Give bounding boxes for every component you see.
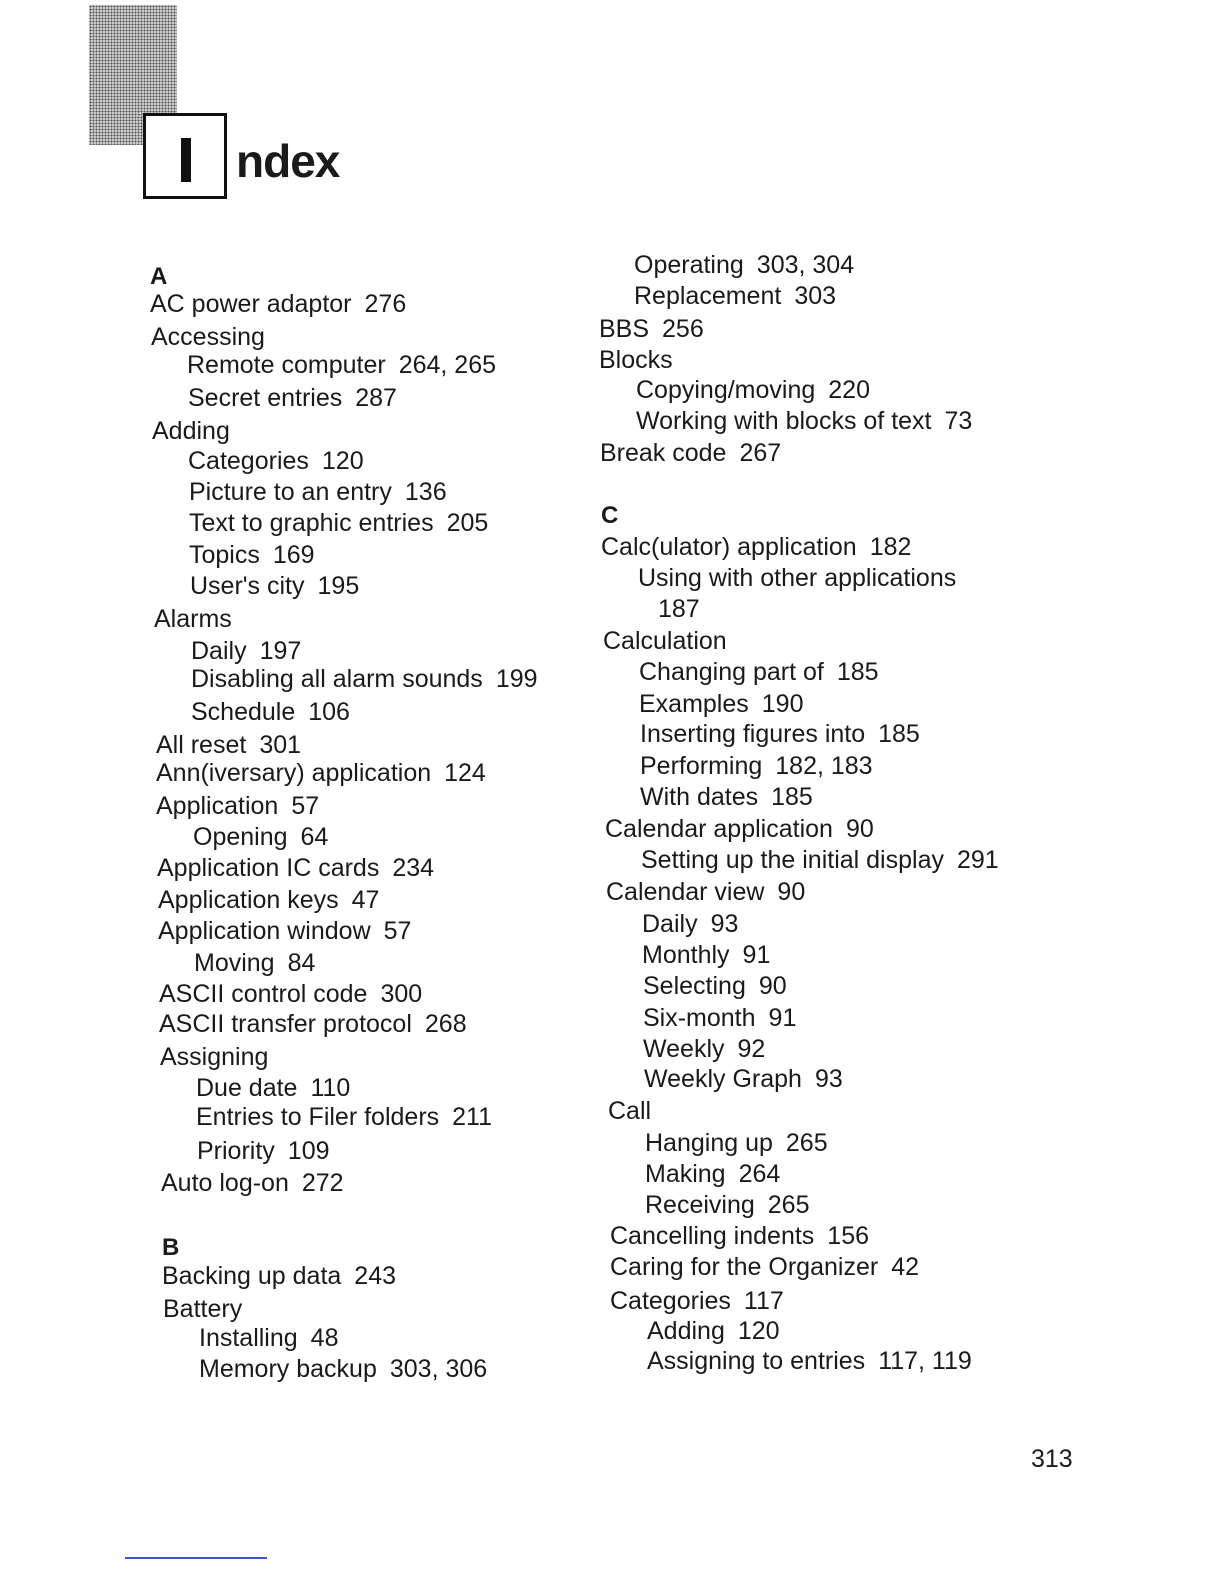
- index-page-refs: 267: [739, 439, 782, 467]
- index-term: Performing: [640, 752, 763, 780]
- index-page-refs: 211: [452, 1103, 492, 1131]
- index-entry: [611, 1346, 972, 1376]
- index-page-refs: 256: [662, 315, 704, 343]
- index-page-refs: 243: [354, 1262, 397, 1290]
- index-term: Ann(iversary) application: [156, 759, 432, 787]
- index-page-refs: 48: [310, 1324, 339, 1352]
- index-term: BBS: [599, 315, 650, 343]
- index-page-refs: 117: [743, 1287, 784, 1315]
- index-entry: [610, 1286, 784, 1316]
- index-entry: [609, 1190, 810, 1220]
- index-term: Call: [608, 1097, 652, 1125]
- index-term: Schedule: [191, 698, 296, 726]
- index-term: Receiving: [645, 1191, 755, 1219]
- index-term: Calculation: [603, 627, 727, 655]
- index-entry: [609, 1159, 780, 1189]
- index-page-refs: 90: [777, 878, 806, 906]
- index-entry: [603, 689, 803, 719]
- index-page-refs: 91: [742, 941, 771, 969]
- index-term: ASCII control code: [159, 980, 368, 1008]
- index-page-refs: 197: [259, 637, 302, 665]
- index-term: Adding: [647, 1317, 725, 1345]
- index-term: Battery: [163, 1295, 243, 1323]
- index-term: Application keys: [158, 886, 339, 914]
- index-page-refs: 276: [364, 290, 407, 318]
- index-entry: [610, 1252, 919, 1282]
- index-entry: [156, 791, 319, 821]
- index-term: Application IC cards: [157, 854, 380, 882]
- index-term: Alarms: [154, 605, 232, 633]
- index-entry: [610, 1221, 869, 1251]
- index-term: Secret entries: [188, 384, 343, 412]
- index-term: User's city: [190, 572, 305, 600]
- index-page-refs: 291: [956, 846, 999, 874]
- index-term: Remote computer: [187, 351, 386, 379]
- index-page-refs: 73: [944, 407, 973, 435]
- index-term: Blocks: [599, 346, 673, 374]
- index-page-refs: 272: [301, 1169, 344, 1197]
- index-entry: [599, 314, 704, 344]
- index-term: Backing up data: [162, 1262, 342, 1290]
- index-term: A: [150, 263, 168, 290]
- index-entry: [607, 1034, 765, 1064]
- index-entry: [154, 571, 359, 601]
- index-term: Break code: [600, 439, 727, 467]
- index-page-refs: 264, 265: [398, 351, 497, 379]
- index-term: B: [162, 1234, 180, 1261]
- index-page-refs: 90: [845, 815, 874, 843]
- index-page-refs: 47: [351, 886, 380, 914]
- index-term: Monthly: [642, 941, 730, 969]
- index-page-refs: 185: [878, 720, 920, 748]
- index-page-refs: 120: [321, 447, 364, 475]
- index-term: Auto log-on: [161, 1169, 289, 1197]
- index-section-letter: [150, 262, 167, 292]
- index-term: With dates: [640, 783, 759, 811]
- index-entry: [158, 885, 379, 915]
- index-term: C: [601, 502, 619, 529]
- index-entry: [152, 446, 364, 476]
- index-page-refs: 156: [827, 1222, 870, 1250]
- index-page-refs: 106: [308, 698, 350, 726]
- index-term: Changing part of: [639, 658, 824, 686]
- index-page-refs: 42: [891, 1253, 919, 1281]
- index-entry: [155, 697, 350, 727]
- index-term: Examples: [639, 690, 749, 718]
- index-page-refs: 265: [785, 1129, 828, 1157]
- page-title: ndex: [236, 135, 340, 187]
- index-term: Using with other applications: [638, 564, 957, 592]
- index-term: Picture to an entry: [189, 478, 392, 506]
- index-term: Weekly: [643, 1035, 725, 1063]
- index-entry: [151, 322, 265, 352]
- index-entry: [161, 1168, 344, 1198]
- index-term: Selecting: [643, 972, 746, 1000]
- index-page-refs: 234: [392, 854, 435, 882]
- index-entry: [160, 1073, 350, 1103]
- index-term: ASCII transfer protocol: [159, 1010, 412, 1038]
- index-page-refs: 93: [710, 910, 739, 938]
- index-term: AC power adaptor: [150, 290, 352, 318]
- index-entry: [156, 730, 301, 760]
- index-entry: [152, 416, 230, 446]
- index-term: Priority: [197, 1137, 275, 1165]
- index-page-refs: 185: [836, 658, 879, 686]
- index-entry: [153, 477, 447, 507]
- index-page-refs: 182: [869, 533, 912, 561]
- index-entry: [605, 814, 874, 844]
- index-entry: [602, 563, 956, 593]
- index-page-refs: 199: [495, 665, 538, 693]
- index-term: Making: [645, 1160, 726, 1188]
- index-entry: [161, 1136, 330, 1166]
- index-page-refs: 91: [768, 1004, 797, 1032]
- index-page-refs: 303, 306: [389, 1355, 488, 1383]
- index-entry: [162, 1261, 396, 1291]
- index-entry: [600, 438, 781, 468]
- index-page-refs: 300: [380, 980, 423, 1008]
- index-page-refs: 57: [383, 917, 412, 945]
- index-page-refs: 64: [300, 823, 329, 851]
- index-entry: [160, 1042, 268, 1072]
- bottom-rule: [125, 1557, 267, 1559]
- index-page-refs: 57: [291, 792, 320, 820]
- index-entry: [157, 822, 328, 852]
- index-entry: [159, 1009, 467, 1039]
- index-entry: [607, 1003, 796, 1033]
- index-page-refs: 90: [758, 972, 787, 1000]
- index-page-refs: 93: [814, 1065, 843, 1093]
- page-number: 313: [1031, 1445, 1073, 1473]
- index-entry: [155, 664, 538, 694]
- index-entry: [601, 532, 911, 562]
- index-page-refs: 124: [444, 759, 486, 787]
- index-page-refs: 84: [287, 949, 316, 977]
- index-page-refs: 205: [446, 509, 489, 537]
- index-term: Entries to Filer folders: [196, 1103, 440, 1131]
- index-page-refs: 264: [738, 1160, 781, 1188]
- index-term: All reset: [156, 731, 247, 759]
- index-term: Hanging up: [645, 1129, 773, 1157]
- index-entry: [611, 1316, 780, 1346]
- index-page-refs: 169: [272, 541, 315, 569]
- index-term: Inserting figures into: [640, 720, 866, 748]
- index-entry: [152, 383, 397, 413]
- index-page-refs: 120: [737, 1317, 780, 1345]
- index-entry: [153, 540, 315, 570]
- index-entry: [159, 979, 422, 1009]
- index-term: Disabling all alarm sounds: [191, 665, 483, 693]
- index-entry: [606, 909, 738, 939]
- index-entry: [608, 1096, 651, 1126]
- index-term: Assigning to entries: [647, 1347, 866, 1375]
- index-term: Assigning: [160, 1043, 269, 1071]
- index-entry: [158, 948, 315, 978]
- index-page-refs: 109: [287, 1137, 330, 1165]
- index-page-refs: 190: [761, 690, 804, 718]
- index-entry: [157, 853, 434, 883]
- index-term: Daily: [642, 910, 698, 938]
- index-page-refs: 287: [355, 384, 397, 412]
- index-entry: [598, 281, 836, 311]
- index-term: Installing: [199, 1324, 298, 1352]
- index-term: Calendar view: [606, 878, 765, 906]
- index-term: Copying/moving: [636, 376, 816, 404]
- index-entry: [160, 1102, 492, 1132]
- index-entry: [158, 916, 411, 946]
- index-term: Adding: [152, 417, 230, 445]
- index-entry: [604, 751, 873, 781]
- index-entry: [602, 594, 700, 624]
- index-section-letter: [601, 501, 618, 531]
- index-term: Calc(ulator) application: [601, 533, 857, 561]
- index-page-refs: 265: [767, 1191, 810, 1219]
- index-page-refs: 303, 304: [756, 251, 855, 279]
- index-initial-box: [143, 113, 227, 199]
- index-term: Moving: [194, 949, 275, 977]
- index-entry: [603, 657, 879, 687]
- index-page-refs: 117, 119: [878, 1347, 972, 1375]
- index-page-refs: 92: [737, 1035, 766, 1063]
- index-entry: [163, 1354, 487, 1384]
- index-term: Opening: [193, 823, 288, 851]
- index-page-refs: 182, 183: [775, 752, 873, 780]
- index-entry: [609, 1128, 828, 1158]
- index-page-refs: 268: [424, 1010, 467, 1038]
- index-entry: [608, 1064, 843, 1094]
- index-section-letter: [162, 1233, 179, 1263]
- index-entry: [599, 345, 673, 375]
- index-entry: [607, 971, 787, 1001]
- index-entry: [600, 375, 870, 405]
- index-entry: [163, 1323, 338, 1353]
- index-page-refs: 301: [259, 731, 302, 759]
- index-term: Replacement: [634, 282, 782, 310]
- index-term: Operating: [634, 251, 744, 279]
- index-entry: [155, 636, 301, 666]
- index-entry: [606, 877, 805, 907]
- index-term: Application window: [158, 917, 371, 945]
- index-entry: [150, 289, 406, 319]
- index-term: Application: [156, 792, 279, 820]
- index-page-refs: 220: [828, 376, 870, 404]
- index-entry: [606, 940, 770, 970]
- index-entry: [153, 508, 488, 538]
- index-term: Working with blocks of text: [636, 407, 932, 435]
- index-term: Cancelling indents: [610, 1222, 815, 1250]
- index-page-refs: 185: [771, 783, 813, 811]
- index-term: Categories: [610, 1287, 731, 1315]
- index-entry: [603, 626, 727, 656]
- index-entry: [598, 250, 854, 280]
- index-entry: [605, 845, 999, 875]
- index-term: 187: [658, 595, 700, 623]
- index-term: Memory backup: [199, 1355, 377, 1383]
- index-term: Six-month: [643, 1004, 756, 1032]
- index-term: Text to graphic entries: [189, 509, 434, 537]
- index-page-refs: 195: [317, 572, 360, 600]
- index-page-refs: 136: [404, 478, 447, 506]
- index-entry: [604, 719, 920, 749]
- index-term: Daily: [191, 637, 247, 665]
- index-entry: [163, 1294, 242, 1324]
- index-term: Accessing: [151, 323, 265, 351]
- index-entry: [156, 758, 486, 788]
- index-term: Topics: [189, 541, 260, 569]
- index-entry: [154, 604, 232, 634]
- index-term: Categories: [188, 447, 309, 475]
- index-term: Caring for the Organizer: [610, 1253, 879, 1281]
- index-page-refs: 303: [794, 282, 837, 310]
- index-term: Calendar application: [605, 815, 833, 843]
- index-entry: [600, 406, 972, 436]
- index-page-refs: 110: [310, 1074, 351, 1102]
- index-entry: [604, 782, 813, 812]
- index-term: Due date: [196, 1074, 298, 1102]
- index-initial-letter: [181, 138, 191, 182]
- index-term: Setting up the initial display: [641, 846, 944, 874]
- index-term: Weekly Graph: [644, 1065, 802, 1093]
- index-entry: [151, 350, 496, 380]
